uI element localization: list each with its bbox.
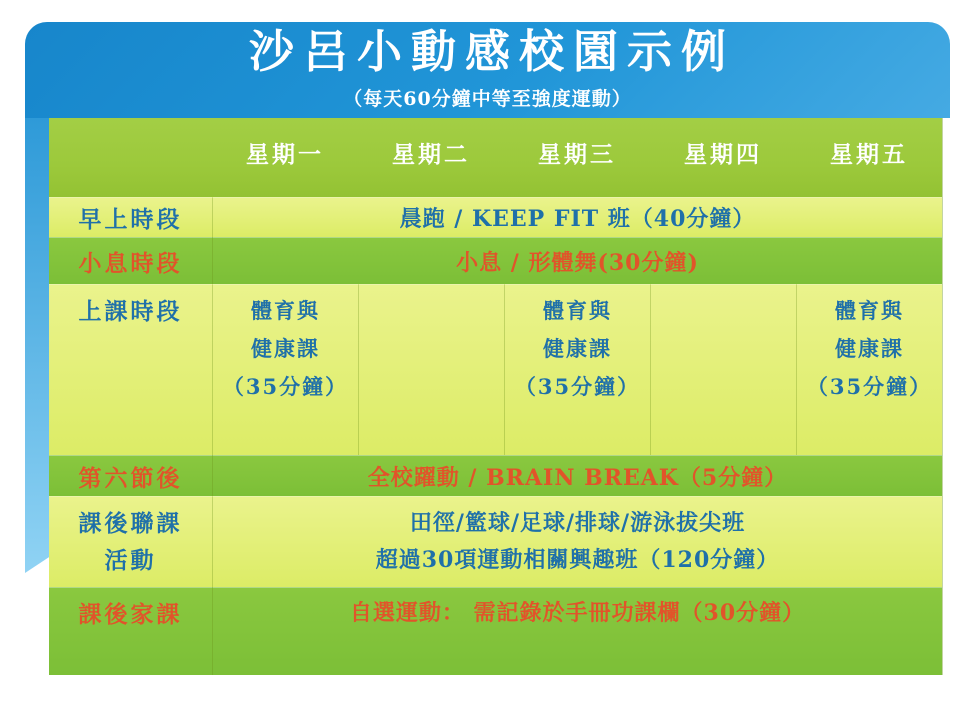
pe-line: 健康課 xyxy=(835,336,904,361)
pe-line: 健康課 xyxy=(543,336,612,361)
pe-class-cell-wednesday xyxy=(504,284,650,455)
pe-line: （35分鐘） xyxy=(514,374,641,399)
day-header-monday: 星期一 xyxy=(212,118,358,197)
row-label-morning: 早上時段 xyxy=(49,197,212,237)
pe-class-cell-friday xyxy=(796,284,942,455)
pe-line: （35分鐘） xyxy=(222,374,349,399)
cell-recess-activity: 小息 / 形體舞(30分鐘) xyxy=(212,237,942,284)
pe-line: 體育與 xyxy=(835,298,904,323)
schedule-table xyxy=(49,118,943,675)
pe-cell-empty-tuesday xyxy=(358,284,504,455)
cell-after-school-activity xyxy=(212,496,942,587)
row-label-homework: 課後家課 xyxy=(49,587,212,675)
day-header-wednesday: 星期三 xyxy=(504,118,650,197)
slide-title: 沙呂小動感校園示例 xyxy=(248,25,735,78)
row-label-class-time: 上課時段 xyxy=(49,284,212,455)
day-header-thursday: 星期四 xyxy=(650,118,796,197)
cell-after-sixth-activity: 全校躍動 / BRAIN BREAK（5分鐘） xyxy=(212,455,942,496)
pe-line: 健康課 xyxy=(251,336,320,361)
pe-line: （35分鐘） xyxy=(806,374,933,399)
slide-subtitle: （每天60分鐘中等至強度運動） xyxy=(343,88,632,110)
cell-homework-activity: 自選運動： 需記錄於手冊功課欄（30分鐘） xyxy=(212,587,942,675)
pe-cell-empty-thursday xyxy=(650,284,796,455)
pe-class-cell-monday xyxy=(212,284,358,455)
cell-morning-activity: 晨跑 / KEEP FIT 班（40分鐘） xyxy=(212,197,942,237)
label-line: 活動 xyxy=(104,547,157,574)
left-accent-swoosh xyxy=(25,118,49,573)
day-header-tuesday: 星期二 xyxy=(358,118,504,197)
label-line: 課後聯課 xyxy=(78,510,183,537)
pe-line: 體育與 xyxy=(251,298,320,323)
content-line: 超過30項運動相關興趣班（120分鐘） xyxy=(375,547,780,573)
pe-line: 體育與 xyxy=(543,298,612,323)
row-label-recess: 小息時段 xyxy=(49,237,212,284)
row-label-after-school xyxy=(49,496,212,587)
day-header-spacer xyxy=(49,118,212,197)
day-header-friday: 星期五 xyxy=(796,118,942,197)
content-line: 田徑/籃球/足球/排球/游泳拔尖班 xyxy=(409,510,746,536)
row-label-after-sixth: 第六節後 xyxy=(49,455,212,496)
